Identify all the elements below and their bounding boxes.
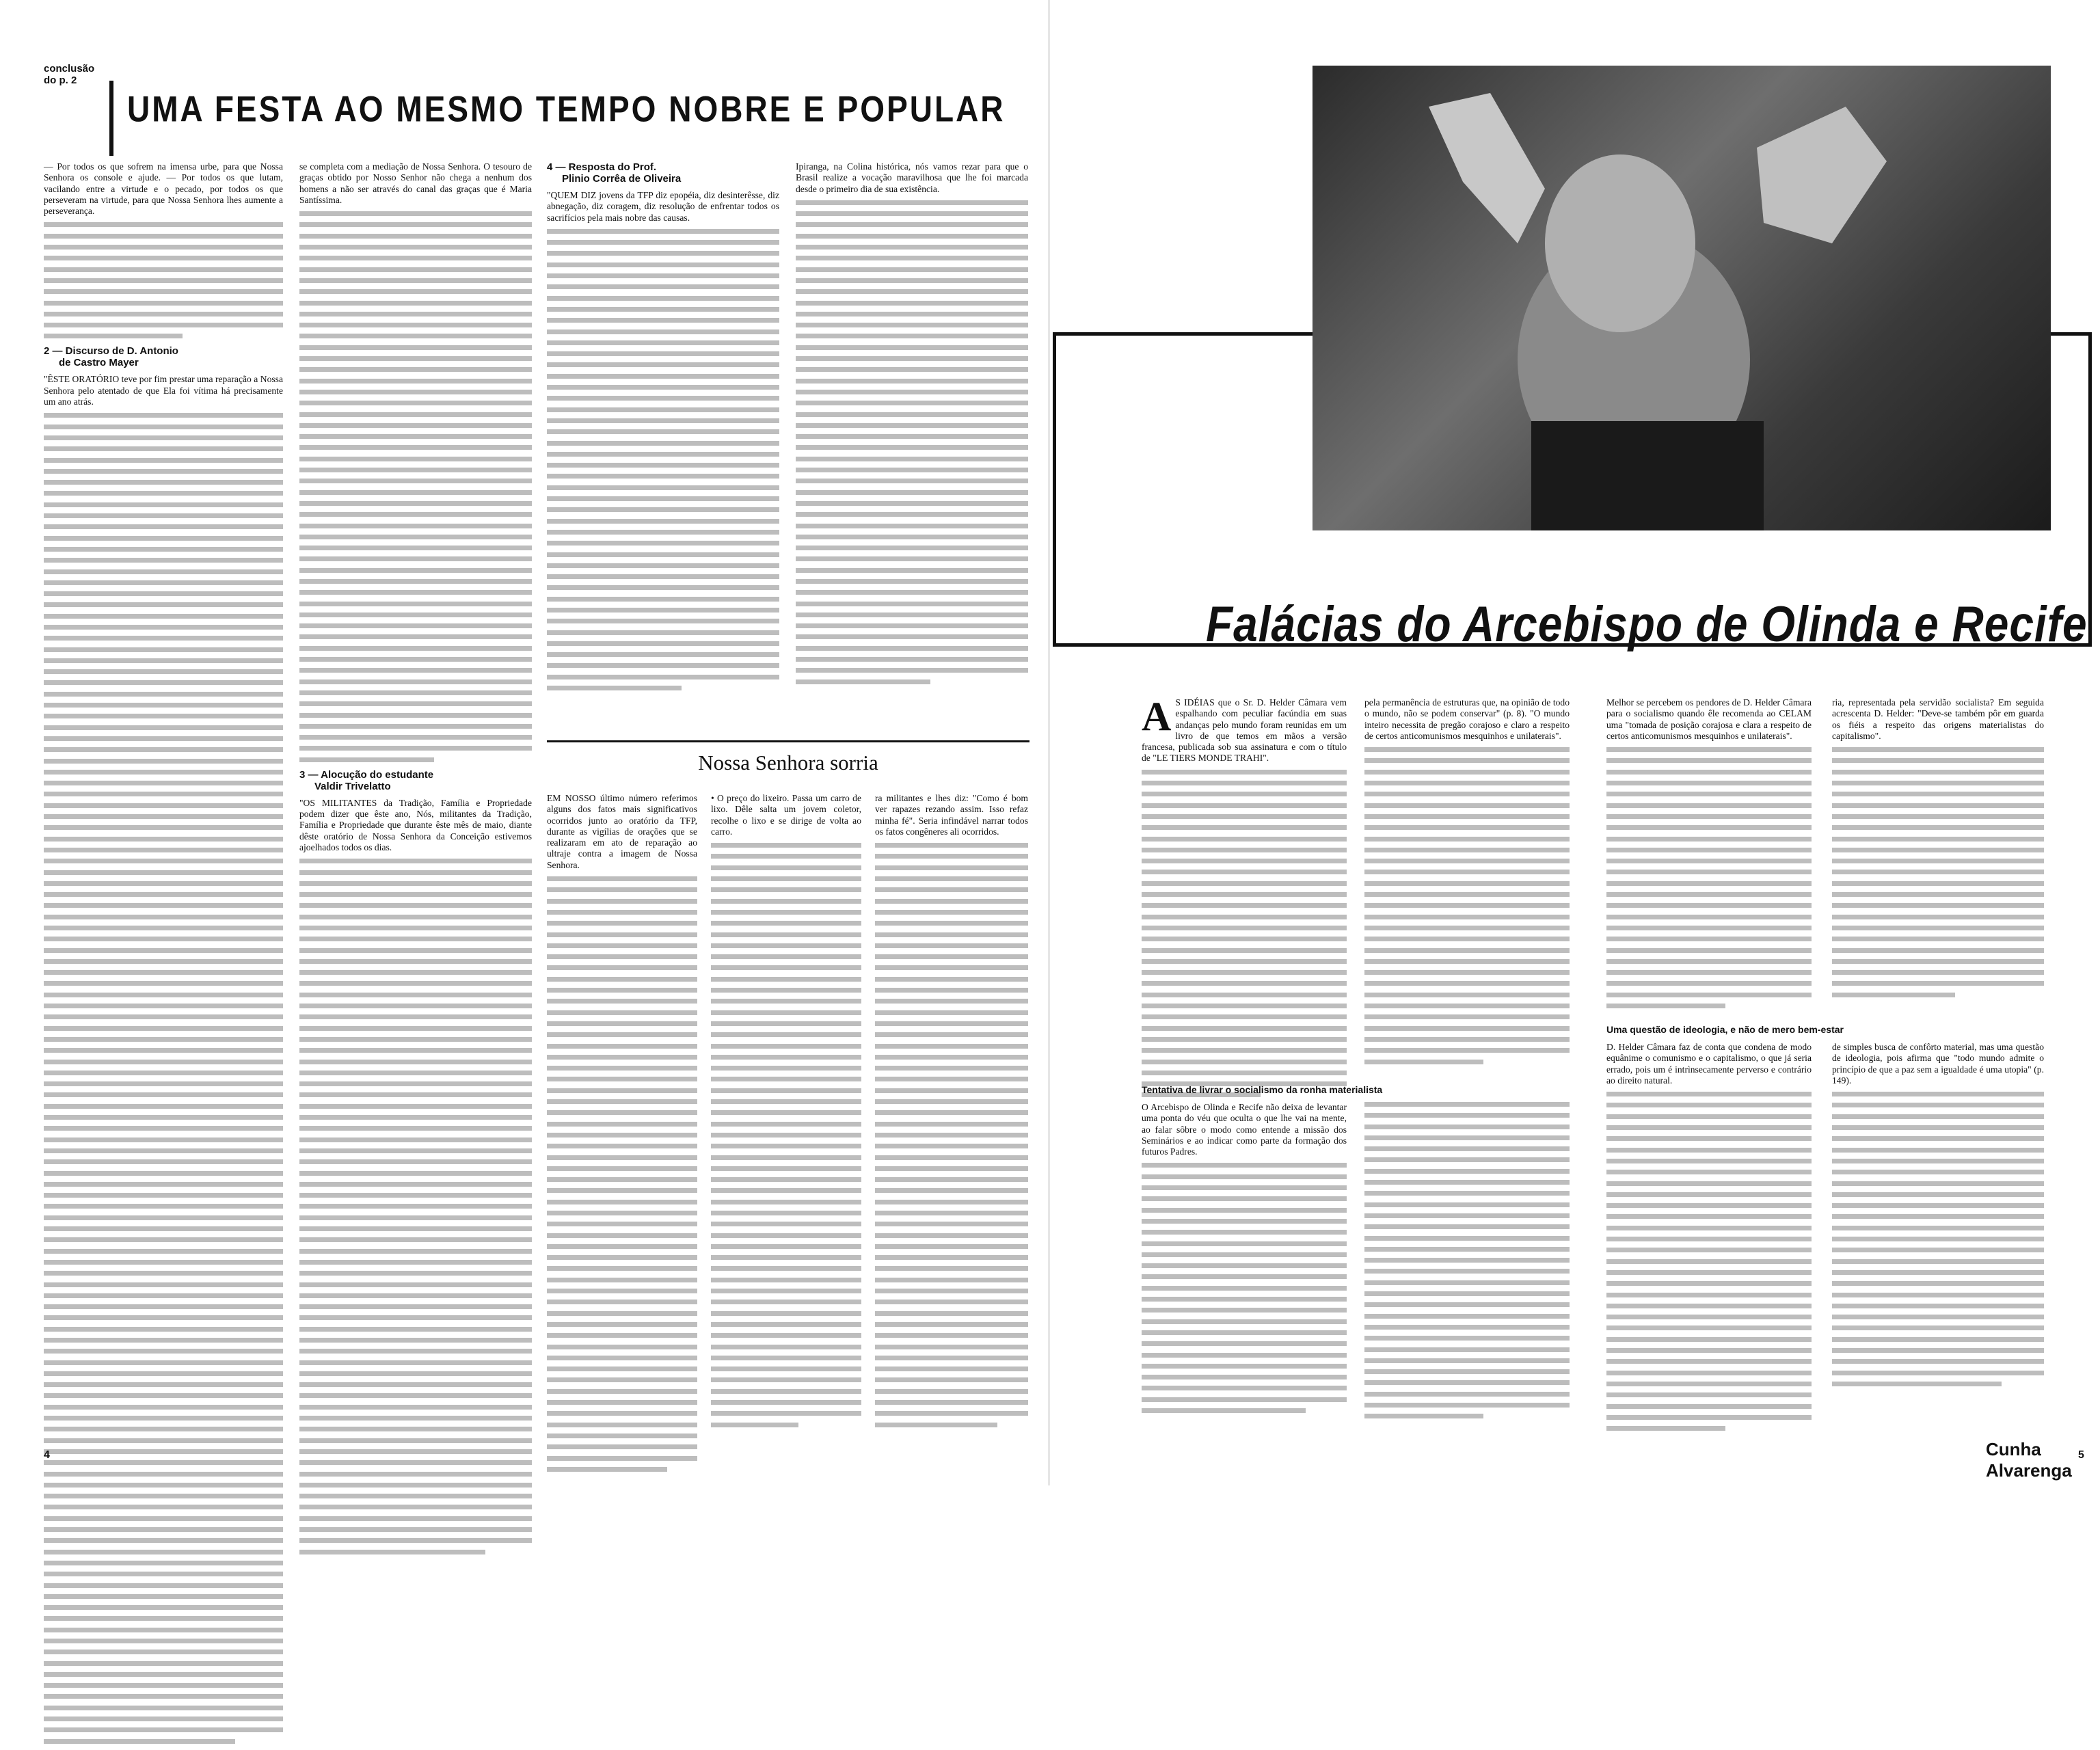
page-number-right: 5 xyxy=(2078,1449,2084,1461)
page-number: 4 xyxy=(44,1449,50,1461)
right-column-3 xyxy=(1606,697,1812,1014)
box-column-2 xyxy=(711,793,861,1433)
section-heading: 3 — Alocução do estudante Valdir Trivelatto xyxy=(299,768,434,792)
left-column-1 xyxy=(44,161,283,1750)
box-text: • O preço do lixeiro. Passa um carro de lixo. Dêle salta um jovem coletor, recolhe o lixo e se dirige de volta ao carro. xyxy=(711,793,861,837)
section-heading: 2 — Discurso de D. Antonio de Castro Mayer xyxy=(44,345,178,369)
column-text: se completa com a mediação de Nossa Senhora. O tesouro de graças obtido por Nosso Senhor não chega a nenhum dos homens a não ser através do canal das graças que é Maria Santíssima. xyxy=(299,161,532,205)
section-lead: "ÊSTE ORATÓRIO teve por fim prestar uma reparação a Nossa Senhora pelo atentado de que Ela foi vítima há precisamente um ano atrás. xyxy=(44,374,283,407)
box-title: Nossa Senhora sorria xyxy=(698,751,878,775)
left-column-2 xyxy=(299,161,532,1561)
article-headline: Falácias do Arcebispo de Olinda e Recife xyxy=(1206,595,2088,652)
right-column-4b xyxy=(1832,1042,2044,1392)
right-column-1b xyxy=(1142,1102,1347,1419)
column-text: de simples busca de confôrto material, mas uma questão de ideologia, pois afirma que "todo mundo admite o princípio de que a paz sem a igualdade é uma utopia" (p. 149). xyxy=(1832,1042,2044,1086)
title-rule xyxy=(109,81,113,156)
right-column-2 xyxy=(1364,697,1570,1071)
column-text: pela permanência de estruturas que, na opinião de todo o mundo, não se podem conservar" (p. 8). "O mundo inteiro necessita de pregão corajoso e claro a respeito de certos anticomunismos mesquinhos e unilaterais". xyxy=(1364,697,1570,741)
column-text: D. Helder Câmara faz de conta que condena de modo equânime o comunismo e o capitalismo, o que já seria errado, pois um é intrìnsecamente perverso e contrário ao direito natural. xyxy=(1606,1042,1812,1086)
right-column-4 xyxy=(1832,697,2044,1004)
column-text: Ipiranga, na Colina histórica, nós vamos rezar para que o Brasil realize a vocação maravilhosa que lhe foi marcada desde o primeiro dia de sua existência. xyxy=(796,161,1028,194)
column-text: O Arcebispo de Olinda e Recife não deixa de levantar uma ponta do véu que oculta o que lhe vai na mente, ao falar sôbre o modo como entende a missão dos Seminários e ao indicar como parte da formação dos futuros Padres. xyxy=(1142,1102,1347,1157)
archbishop-photo xyxy=(1312,66,2051,530)
right-column-3b xyxy=(1606,1042,1812,1437)
lead-paragraph: A S IDÉIAS que o Sr. D. Helder Câmara vem espalhando com peculiar facúndia em suas andanças pelo mundo foram reunidas em um livro de que temos em mãos a versão francesa, publicada sob sua assinatura e com o título de "LE TIERS MONDE TRAHI". xyxy=(1142,694,1347,764)
continuation-note-line2: do p. 2 xyxy=(44,75,77,86)
box-text: ra militantes e lhes diz: "Como é bom ver rapazes rezando assim. Isso refaz minha fé". Seria infindável narrar todos os fatos congêneres ali ocorridos. xyxy=(875,793,1028,837)
subheading-socialism: Tentativa de livrar o socialismo da ronha materialista xyxy=(1142,1084,1383,1095)
section-heading: 4 — Resposta do Prof. Plinio Corrêa de Oliveira xyxy=(547,161,682,185)
article-title: UMA FESTA AO MESMO TEMPO NOBRE E POPULAR xyxy=(127,88,1006,129)
column-text: — Por todos os que sofrem na imensa urbe, para que Nossa Senhora os console e ajude. — Por todos os que lutam, vacilando entre a virtude e o pecado, por todos os que perseveram na virtude, para que Nossa Senhora lhes aumente a perseverança. xyxy=(44,161,283,217)
right-column-2b xyxy=(1364,1102,1570,1425)
photo-silhouette xyxy=(1312,66,2051,530)
page-gutter xyxy=(1048,0,1050,1485)
subheading-ideology: Uma questão de ideologia, e não de mero bem-estar xyxy=(1606,1024,1844,1035)
author-byline: Cunha Alvarenga xyxy=(1986,1439,2072,1481)
box-column-1 xyxy=(547,793,697,1478)
section-lead: "QUEM DIZ jovens da TFP diz epopéia, diz desinterêsse, diz abnegação, diz coragem, diz resolução de enfrentar todos os sacrifícios pela mais nobre das causas. xyxy=(547,190,779,223)
left-column-4 xyxy=(796,161,1028,690)
drop-cap: A xyxy=(1142,694,1172,739)
left-page xyxy=(0,0,1046,1485)
section-lead: "OS MILITANTES da Tradição, Família e Propriedade podem dizer que êste ano, Nós, militantes da Tradição, Família e Propriedade que durante êste mês de maio, diante dêste oratório de Nossa Senhora da Conceição estivemos ajoelhados todos os dias. xyxy=(299,797,532,852)
column-text: ria, representada pela servidão socialista? Em seguida acrescenta D. Helder: "Deve-se também pôr em guarda os fiéis a respeito das origens materialistas do capitalismo". xyxy=(1832,697,2044,741)
box-lead: EM NOSSO último número referimos alguns dos fatos mais significativos ocorridos junto ao oratório da TFP, durante as vigílias de orações que se realizaram em ato de reparação ao ultraje contra a imagem de Nossa Senhora. xyxy=(547,793,697,870)
left-column-3 xyxy=(547,161,779,697)
section-rule xyxy=(547,740,1029,742)
box-column-3 xyxy=(875,793,1028,1433)
continuation-note-line1: conclusão xyxy=(44,63,95,75)
column-text: Melhor se percebem os pendores de D. Helder Câmara para o socialismo quando êle recomenda ao CELAM uma "tomada de posição corajosa e clara a respeito de certos anticomunismos mesquinhos e unilaterais". xyxy=(1606,697,1812,741)
continuation-note xyxy=(44,63,94,86)
right-column-1 xyxy=(1142,694,1347,1104)
